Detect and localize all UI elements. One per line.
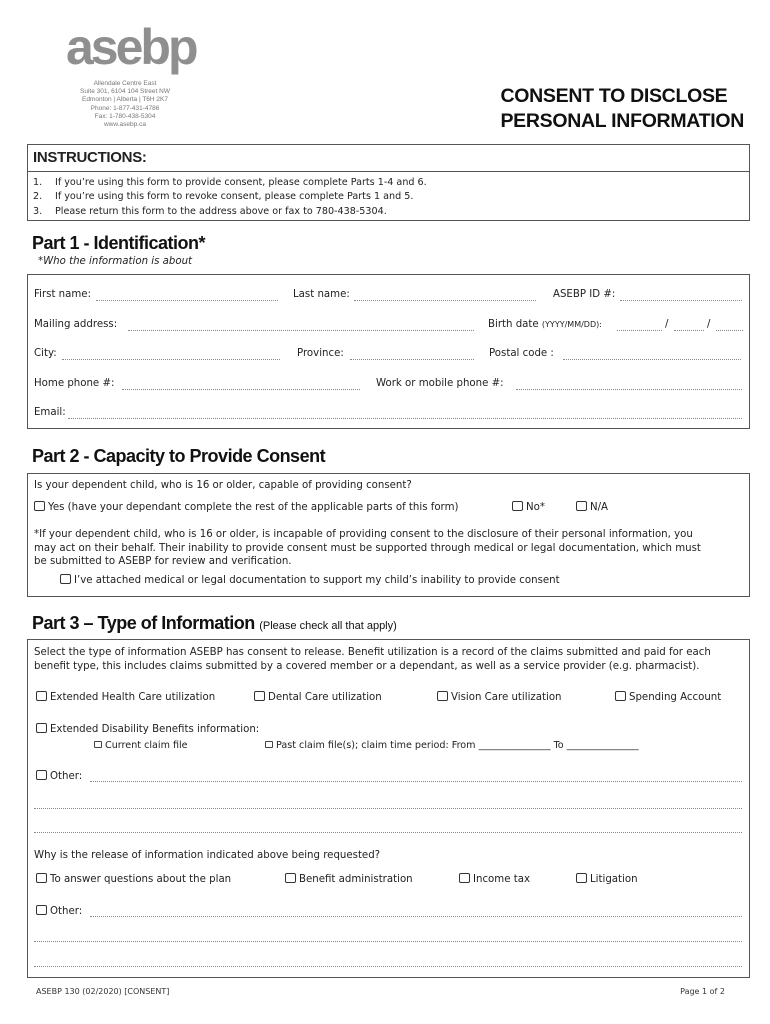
option-no-label: No* <box>526 502 545 513</box>
checkbox[interactable] <box>34 501 45 511</box>
capacity-note <box>34 528 701 569</box>
option-vision-label: Vision Care utilization <box>451 692 562 703</box>
mailing-address-label: Mailing address: <box>34 319 118 330</box>
email-field[interactable] <box>68 418 742 419</box>
form-title-line2: PERSONAL INFORMATION <box>500 110 744 132</box>
birth-date-label <box>488 319 602 330</box>
instruction-num: 2. <box>33 191 43 203</box>
home-phone-label: Home phone #: <box>34 378 115 389</box>
past-claim-label: Past claim file(s); claim time period: From _______________ To _______________ <box>276 740 639 751</box>
option-other-reason[interactable] <box>36 905 82 917</box>
postal-code-label: Postal code : <box>489 348 554 359</box>
litigation-label: Litigation <box>590 874 638 885</box>
birth-day-field[interactable] <box>716 330 743 331</box>
last-name-field[interactable] <box>354 300 536 301</box>
checkbox[interactable] <box>94 741 102 748</box>
instruction-item <box>33 205 427 219</box>
email-label: Email: <box>34 407 66 418</box>
option-answer-questions[interactable] <box>36 873 231 885</box>
capacity-note-line: be submitted to ASEBP for review and verification. <box>34 556 292 567</box>
checkbox[interactable] <box>60 574 71 584</box>
checkbox[interactable] <box>36 770 47 780</box>
birth-date-format: (YYYY/MM/DD): <box>541 320 602 329</box>
benefit-admin-label: Benefit administration <box>299 874 413 885</box>
form-title <box>500 84 744 134</box>
option-edb-label: Extended Disability Benefits information: <box>50 724 260 735</box>
birth-year-field[interactable] <box>617 330 662 331</box>
instruction-text: Please return this form to the address above or fax to 780-438-5304. <box>55 205 387 217</box>
current-claim-label: Current claim file <box>105 740 188 751</box>
part3-heading <box>32 613 397 634</box>
address-line: Allendale Centre East <box>93 80 157 87</box>
form-id: ASEBP 130 (02/2020) [CONSENT] <box>36 987 170 996</box>
attached-docs-label: I’ve attached medical or legal documentation to support my child’s inability to provide consent <box>74 575 560 586</box>
page-number: Page 1 of 2 <box>680 987 725 996</box>
other-field-line2[interactable] <box>34 808 742 809</box>
checkbox[interactable] <box>576 501 587 511</box>
work-phone-field[interactable] <box>516 389 742 390</box>
option-benefit-admin[interactable] <box>285 873 413 885</box>
instructions-box <box>27 144 750 221</box>
asebp-id-label: ASEBP ID #: <box>553 289 616 300</box>
checkbox[interactable] <box>459 873 470 883</box>
asebp-logo: asebp <box>66 19 196 75</box>
instruction-item <box>33 176 427 190</box>
option-na-label: N/A <box>590 502 609 513</box>
option-dental[interactable] <box>254 691 382 703</box>
other-reason-field-line1[interactable] <box>90 916 742 917</box>
instruction-text: If you’re using this form to revoke consent, please complete Parts 1 and 5. <box>55 191 414 203</box>
capacity-note-line: may act on their behalf. Their inability to provide consent must be supported through medical or legal documentation, which must <box>34 542 701 554</box>
part3-intro <box>34 646 711 673</box>
asebp-id-field[interactable] <box>620 300 742 301</box>
part2-heading: Part 2 - Capacity to Provide Consent <box>32 446 326 466</box>
option-current-claim[interactable] <box>94 740 188 751</box>
other-reason-field-line3[interactable] <box>34 966 742 967</box>
checkbox[interactable] <box>254 691 265 701</box>
checkbox[interactable] <box>36 873 47 883</box>
option-yes[interactable] <box>34 501 458 513</box>
other-field-line3[interactable] <box>34 832 742 833</box>
city-field[interactable] <box>62 359 280 360</box>
checkbox[interactable] <box>285 873 296 883</box>
option-na[interactable] <box>576 501 608 513</box>
checkbox[interactable] <box>36 723 47 733</box>
address-line: www.asebp.ca <box>104 121 146 129</box>
part1-heading: Part 1 - Identification* <box>32 233 206 253</box>
instruction-num: 3. <box>33 205 43 217</box>
option-ehc[interactable] <box>36 691 215 703</box>
part3-intro-line: benefit type, this includes claims submitted by a covered member or a dependant, as well as a service provider (e.g. pharmacist). <box>34 660 700 672</box>
instructions-list <box>33 176 427 219</box>
address-line: Edmonton | Alberta | T6H 2K7 <box>81 96 168 104</box>
address-line: Suite 301, 6104 104 Street NW <box>80 88 170 96</box>
last-name-label: Last name: <box>293 289 350 300</box>
first-name-field[interactable] <box>96 300 278 301</box>
part3-title: Part 3 – Type of Information <box>32 613 255 633</box>
option-spending-label: Spending Account <box>629 692 722 703</box>
option-other-reason-label: Other: <box>50 906 83 917</box>
checkbox[interactable] <box>576 873 587 883</box>
capacity-note-line: *If your dependent child, who is 16 or older, is incapable of providing consent to the disclosure of their personal information, you <box>34 529 693 540</box>
option-attached-docs[interactable] <box>60 574 560 586</box>
postal-code-field[interactable] <box>563 359 741 360</box>
checkbox[interactable] <box>36 691 47 701</box>
mailing-address-field[interactable] <box>128 330 474 331</box>
option-other[interactable] <box>36 770 82 782</box>
city-label: City: <box>34 348 57 359</box>
other-reason-field-line2[interactable] <box>34 941 742 942</box>
checkbox[interactable] <box>615 691 626 701</box>
checkbox[interactable] <box>512 501 523 511</box>
option-past-claim[interactable] <box>265 740 639 751</box>
province-label: Province: <box>297 348 344 359</box>
checkbox[interactable] <box>265 741 273 748</box>
option-dental-label: Dental Care utilization <box>268 692 382 703</box>
option-litigation[interactable] <box>576 873 638 885</box>
birth-month-field[interactable] <box>674 330 704 331</box>
address-block <box>72 80 178 129</box>
first-name-label: First name: <box>34 289 92 300</box>
part1-box <box>27 274 750 429</box>
work-phone-label: Work or mobile phone #: <box>376 378 504 389</box>
address-line: Fax: 1-780-438-5304 <box>94 112 156 120</box>
instructions-heading: INSTRUCTIONS: <box>28 145 749 172</box>
reason-question: Why is the release of information indicated above being requested? <box>34 850 381 861</box>
option-edb[interactable] <box>36 723 259 735</box>
form-title-line1: CONSENT TO DISCLOSE <box>500 85 728 107</box>
option-yes-label: Yes (have your dependant complete the rest of the applicable parts of this form) <box>48 502 459 513</box>
option-spending[interactable] <box>615 691 721 703</box>
option-other-label: Other: <box>50 771 83 782</box>
date-slash: / <box>665 319 669 330</box>
checkbox[interactable] <box>36 905 47 915</box>
income-tax-label: Income tax <box>473 874 530 885</box>
capacity-question: Is your dependent child, who is 16 or older, capable of providing consent? <box>34 480 412 491</box>
answer-questions-label: To answer questions about the plan <box>50 874 232 885</box>
option-ehc-label: Extended Health Care utilization <box>50 692 216 703</box>
instruction-text: If you’re using this form to provide consent, please complete Parts 1-4 and 6. <box>55 177 427 188</box>
part3-subtitle: (Please check all that apply) <box>259 620 397 632</box>
date-slash: / <box>707 319 711 330</box>
province-field[interactable] <box>350 359 474 360</box>
address-line: Phone: 1-877-431-4786 <box>90 104 160 112</box>
instruction-item <box>33 190 427 204</box>
checkbox[interactable] <box>437 691 448 701</box>
other-field-line1[interactable] <box>90 781 742 782</box>
part1-note: *Who the information is about <box>38 256 193 267</box>
home-phone-field[interactable] <box>122 389 360 390</box>
option-income-tax[interactable] <box>459 873 530 885</box>
option-no[interactable] <box>512 501 545 513</box>
birth-date-text: Birth date <box>488 319 539 330</box>
instruction-num: 1. <box>33 177 43 188</box>
part3-intro-line: Select the type of information ASEBP has consent to release. Benefit utilization is a record of the claims submitted and paid for each <box>34 647 711 658</box>
option-vision[interactable] <box>437 691 562 703</box>
